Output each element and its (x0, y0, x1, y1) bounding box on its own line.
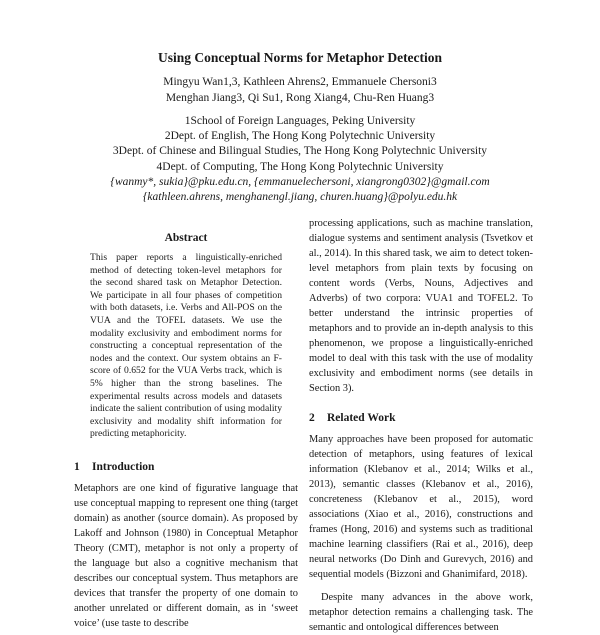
related-work-paragraph-2: Despite many advances in the above work, metaphor detection remains a challenging task. The semantic and ontological differences between (309, 592, 533, 633)
introduction-text: Metaphors are one kind of figurative language that use conceptual mapping to represent one thing (target domain) as another (source domain). As proposed by Lakoff and Johnson (1980) in Conceptual Metaphor Theory (CMT), metaphor is not only a property of the language but also a cognitive mechanism that describes our conceptual system. Thus metaphors are devices that transfer the property of one domain to another unrelated or different domain, as in ‘sweet voice’ (use taste to describe (74, 482, 298, 629)
intro-continuation-text: processing applications, such as machine translation, dialogue systems and sentiment analysis (Tsvetkov et al., 2014). In this shared task, we aim to detect token-level metaphors from plain texts by focusing on content words (Verbs, Nouns, Adjectives and Adverbs) of two corpora: VUA1 and TOFEL2. To better understand the intrinsic properties of metaphors and to provide an in-depth analysis to this phenomenon, we propose a linguistically-enriched model to deal with this task with the use of modality exclusivity and embodiment norms (see details in Section 3). (309, 218, 533, 394)
section-number: 2 (309, 412, 315, 424)
section-title: Introduction (92, 460, 155, 473)
section-heading-related-work (309, 412, 533, 424)
abstract-text: This paper reports a linguistically-enriched method of detecting token-level metaphors for the second shared task on Metaphor Detection. We participate in all four phases of competition with both datasets, i.e. Verbs and All-POS on the VUA and the TOFEL datasets. We use the modality exclusivity and embodiment norms for constructing a conceptual representation of the nodes and the context. Our system obtains an F-score of 0.652 for the VUA Verbs track, which is 5% higher than the strong baselines. The experimental results across models and datasets indicate the salient contribution of using modality exclusivity and modality shift information for predicting metaphoricity. (90, 252, 282, 440)
affiliation-1: 1School of Foreign Languages, Peking University (184, 115, 416, 127)
author-line-1: Mingyu Wan1,3, Kathleen Ahrens2, Emmanuele Chersoni3 (163, 76, 437, 88)
left-column (74, 232, 298, 631)
section-heading-introduction (74, 461, 298, 473)
email-line-2: {kathleen.ahrens, menghanengl.jiang, churen.huang}@polyu.edu.hk (142, 191, 458, 204)
related-work-paragraph-1: Many approaches have been proposed for automatic detection of metaphors, using features of lexical information (Klebanov et al., 2014; Wilks et al., 2013), semantic classes (Klebanov et al., 2016), concreteness (Klebanov et al., 2015), word associations (Xiao et al., 2016), constructions and frames (Hong, 2016) and systems such as traditional machine learning classifiers (Rai et al., 2016), deep neural networks (Do Dinh and Gurevych, 2016) and sequential models (Bizzoni and Ghanimifard, 2018). (309, 434, 533, 580)
email-line-1: {wanmy*, sukia}@pku.edu.cn, {emmanuelechersoni, xiangrong0302}@gmail.com (110, 175, 490, 188)
author-line-2: Menghan Jiang3, Qi Su1, Rong Xiang4, Chu-Ren Huang3 (165, 92, 435, 104)
right-column (309, 218, 533, 635)
section-number: 1 (74, 460, 80, 473)
affiliation-2: 2Dept. of English, The Hong Kong Polytechnic University (164, 130, 436, 143)
affiliation-4: 4Dept. of Computing, The Hong Kong Polytechnic University (156, 160, 444, 173)
abstract-heading: Abstract (164, 232, 208, 244)
author-block (0, 74, 600, 106)
affiliation-block (0, 114, 600, 205)
paper-title: Using Conceptual Norms for Metaphor Detection (157, 50, 443, 65)
affiliation-3: 3Dept. of Chinese and Bilingual Studies, The Hong Kong Polytechnic University (112, 145, 488, 158)
section-title: Related Work (327, 412, 396, 424)
